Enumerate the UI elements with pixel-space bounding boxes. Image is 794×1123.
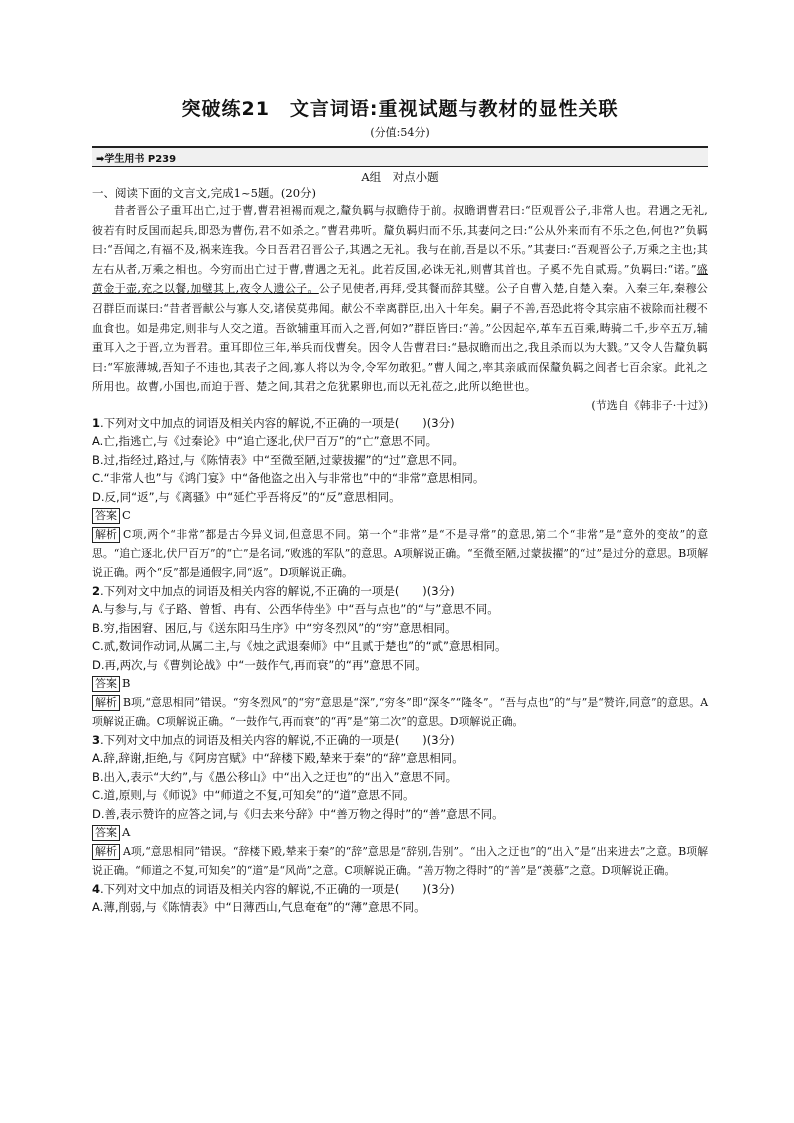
- question-stem: .下列对文中加点的词语及相关内容的解说,不正确的一项是( )(3分): [100, 881, 455, 896]
- student-book-ref: ➡学生用书 P239: [96, 153, 177, 165]
- explanation-label: 解析: [92, 695, 120, 711]
- option: D.再,两次,与《曹刿论战》中“一鼓作气,再而衰”的“再”意思不同。: [92, 657, 427, 672]
- answer-row: [92, 674, 708, 693]
- option: C.贰,数词作动词,从属二主,与《烛之武退秦师》中“且贰于楚也”的“贰”意思相同。: [92, 639, 507, 654]
- option: C.“非常人也”与《鸿门宴》中“备他盗之出入与非常也”中的“非常”意思相同。: [92, 471, 485, 486]
- answer-value: C: [122, 508, 131, 523]
- explanation-text: B项,“意思相同”错误。“穷冬烈风”的“穷”意思是“深”,“穷冬”即“深冬”“隆冬”。“吾与点也”的“与”是“赞许,同意”的意思。A项解说正确。C项解说正确。“一鼓作气,再而衰”的“再”是“第二次”的意思。D项解说正确。: [92, 695, 708, 728]
- explanation: [92, 693, 708, 731]
- option: B.过,指经过,路过,与《陈情表》中“至微至陋,过蒙拔擢”的“过”意思不同。: [92, 452, 464, 467]
- section-heading: 一、阅读下面的文言文,完成1~5题。(20分): [92, 186, 317, 200]
- passage-part-1: 昔者晋公子重耳出亡,过于曹,曹君袒裼而观之,釐负羁与叔瞻侍于前。叔瞻谓曹君曰:“臣观晋公子,非常人也。君遇之无礼,彼若有时反国而起兵,即恐为曹伤,君不如杀之。”曹君弗听。釐负羁归而不乐,其妻问之曰:“公从外来而有不乐之色,何也?”负羁曰:“吾闻之,有福不及,祸来连我。今日吾君召晋公子,其遇之无礼。我与在前,吾是以不乐。”其妻曰:“吾观晋公子,万乘之主也;其左右从者,万乘之相也。今穷而出亡过于曹,曹遇之无礼。此若反国,必诛无礼,则曹其首也。子奚不先自贰焉。”负羁曰:“诺。”: [92, 204, 708, 276]
- answer-label: 答案: [92, 825, 120, 841]
- question-stem: .下列对文中加点的词语及相关内容的解说,不正确的一项是( )(3分): [100, 415, 455, 430]
- student-book-ref-bar: [92, 146, 708, 167]
- passage: [92, 201, 708, 397]
- option: D.反,同“返”,与《离骚》中“延伫乎吾将反”的“反”意思相同。: [92, 489, 401, 504]
- answer-value: B: [122, 676, 131, 691]
- explanation: [92, 525, 708, 582]
- option: B.穷,指困窘、困厄,与《送东阳马生序》中“穷冬烈风”的“穷”意思相同。: [92, 620, 457, 635]
- question-number: 1: [92, 415, 101, 430]
- passage-underlined: 盛黄金于壶,充之以餐,加璧其上,夜令人遗公子。: [92, 262, 709, 296]
- explanation-text: C项,两个“非常”都是古今异义词,但意思不同。第一个“非常”是“不是寻常”的意思,第二个“非常”是“意外的变故”的意思。“追亡逐北,伏尸百万”的“亡”是名词,“败逃的军队”的意思。A项解说正确。“至微至陋,过蒙拔擢”的“过”是过分的意思。B项解说正确。两个“反”都是通假字,同“返”。D项解说正确。: [92, 527, 708, 579]
- answer-label: 答案: [92, 676, 120, 692]
- question-3: [92, 731, 708, 750]
- explanation-text: A项,“意思相同”错误。“辞楼下殿,辇来于秦”的“辞”意思是“辞别,告别”。“出入之迂也”的“出入”是“出来进去”之意。B项解说正确。“师道之不复,可知矣”的“道”是“风尚”之意。C项解说正确。“善万物之得时”的“善”是“羡慕”之意。D项解说正确。: [92, 844, 708, 877]
- option: C.道,原则,与《师说》中“师道之不复,可知矣”的“道”意思不同。: [92, 788, 415, 803]
- answer-value: A: [122, 825, 131, 840]
- passage-part-2: 公子见使者,再拜,受其餐而辞其璧。公子自曹入楚,自楚入秦。入秦三年,秦穆公召群臣而谋曰:“昔者晋献公与寡人交,诸侯莫弗闻。献公不幸离群臣,出入十年矣。嗣子不善,吾恐此将令其宗庙不祓除而社稷不血食也。如是弗定,则非与人交之道。吾欲辅重耳而入之晋,何如?”群臣皆曰:“善。”公因起卒,革车五百乘,畴骑二千,步卒五万,辅重耳入之于晋,立为晋君。重耳即位三年,举兵而伐曹矣。因令人告曹君曰:“悬叔瞻而出之,我且杀而以为大戮。”又令人告釐负羁曰:“军旅薄城,吾知子不违也,其表子之闾,寡人将以为令,令军勿敢犯。”曹人闻之,率其亲戚而保釐负羁之闾者七百余家。此礼之所用也。故曹,小国也,而迫于晋、楚之间,其君之危犹累卵也,而以无礼莅之,此所以绝世也。: [92, 282, 709, 394]
- explanation-label: 解析: [92, 844, 120, 860]
- question-number: 3: [92, 732, 101, 747]
- option: A.与参与,与《子路、曾皙、冉有、公西华侍坐》中“吾与点也”的“与”意思不同。: [92, 602, 499, 617]
- option: A.亡,指逃亡,与《过秦论》中“追亡逐北,伏尸百万”的“亡”意思不同。: [92, 434, 438, 449]
- question-stem: .下列对文中加点的词语及相关内容的解说,不正确的一项是( )(3分): [100, 732, 455, 747]
- question-1: [92, 414, 708, 433]
- option: D.善,表示赞许的应答之词,与《归去来兮辞》中“善万物之得时”的“善”意思不同。: [92, 806, 504, 821]
- question-stem: .下列对文中加点的词语及相关内容的解说,不正确的一项是( )(3分): [100, 583, 455, 598]
- explanation-label: 解析: [92, 527, 120, 543]
- answer-label: 答案: [92, 508, 120, 524]
- option: B.出入,表示“大约”,与《愚公移山》中“出入之迂也”的“出入”意思不同。: [92, 769, 458, 784]
- option: A.薄,削弱,与《陈情表》中“日薄西山,气息奄奄”的“薄”意思不同。: [92, 900, 426, 915]
- answer-row: [92, 506, 708, 525]
- page-title: 突破练21 文言词语:重视试题与教材的显性关联: [181, 98, 619, 120]
- question-number: 2: [92, 583, 101, 598]
- question-2: [92, 582, 708, 601]
- question-number: 4: [92, 881, 101, 896]
- group-heading: A组 对点小题: [361, 170, 439, 184]
- explanation: [92, 842, 708, 880]
- answer-row: [92, 823, 708, 842]
- passage-source: (节选自《韩非子·十过》): [591, 398, 708, 412]
- option: A.辞,辞谢,拒绝,与《阿房宫赋》中“辞楼下殿,辇来于秦”的“辞”意思相同。: [92, 751, 464, 766]
- question-4: [92, 880, 708, 899]
- score-note: (分值:54分): [370, 126, 430, 139]
- page: [92, 96, 708, 917]
